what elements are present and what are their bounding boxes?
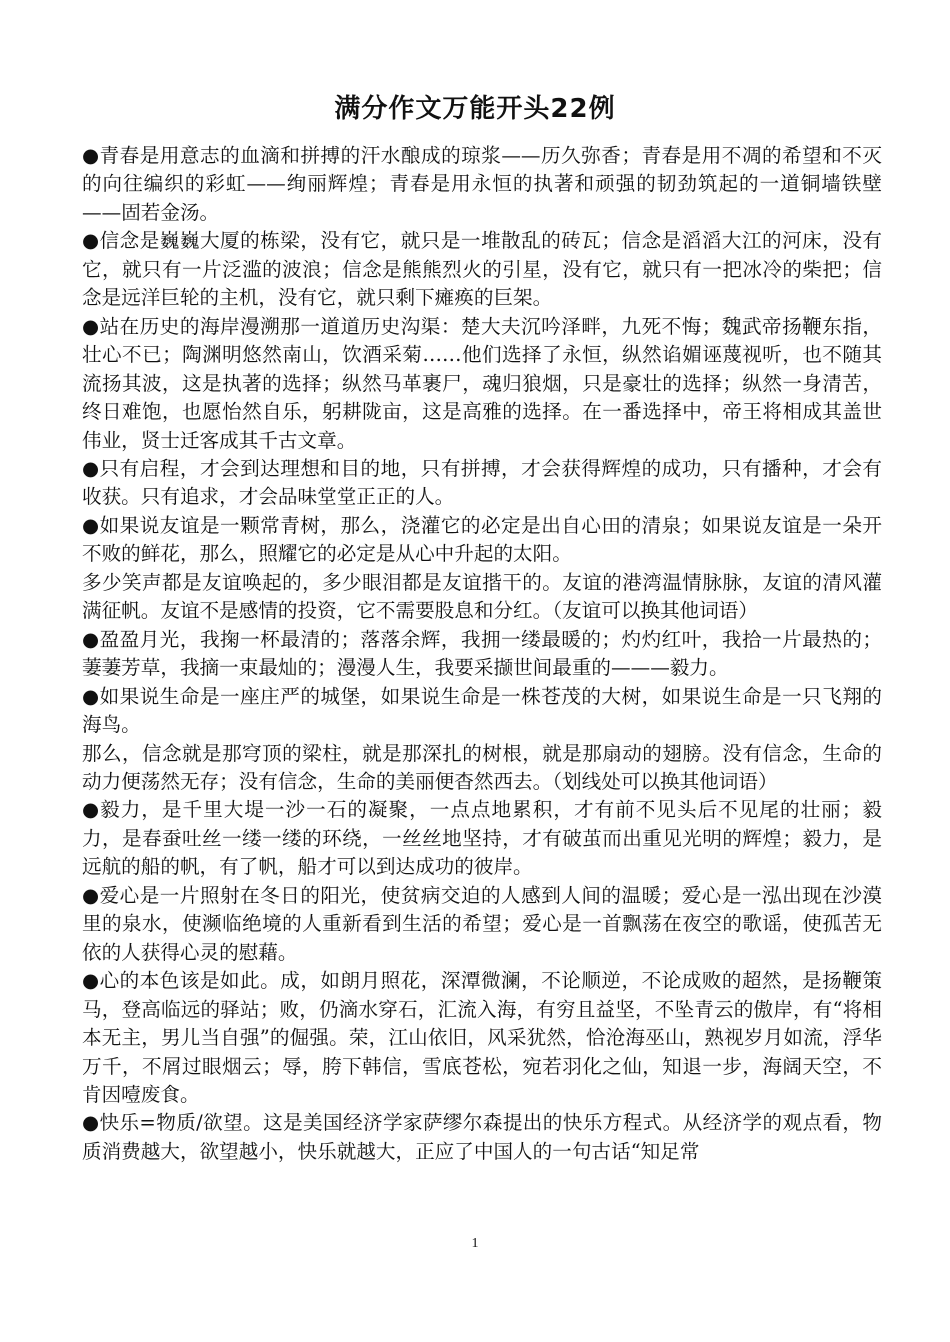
- paragraph: ●信念是巍巍大厦的栋梁，没有它，就只是一堆散乱的砖瓦；信念是滔滔大江的河床，没有它，就只有一片泛滥的波浪；信念是熊熊烈火的引星，没有它，就只有一把冰冷的柴把；信念是远洋巨轮的主机，没有它，就只剩下瘫痪的巨架。: [82, 229, 882, 310]
- paragraph: ●青春是用意志的血滴和拼搏的汗水酿成的琼浆——历久弥香；青春是用不凋的希望和不灭的向往编织的彩虹——绚丽辉煌；青春是用永恒的执著和顽强的韧劲筑起的一道铜墙铁壁——固若金汤。: [82, 144, 882, 224]
- paragraph: ●盈盈月光，我掬一杯最清的；落落余辉，我拥一缕最暖的；灼灼红叶，我拾一片最热的；萋萋芳草，我摘一束最灿的；漫漫人生，我要采撷世间最重的———毅力。: [82, 627, 882, 680]
- paragraph: ●心的本色该是如此。成，如朗月照花，深潭微澜，不论顺逆，不论成败的超然，是扬鞭策马，登高临远的驿站；败，仍滴水穿石，汇流入海，有穷且益坚，不坠青云的傲岸，有“将相本无主，男儿当自强”的倔强。荣，江山依旧，风采犹然，恰沧海巫山，熟视岁月如流，浮华万千，不屑过眼烟云；辱，胯下韩信，雪底苍松，宛若羽化之仙，知退一步，海阔天空，不肯因噎废食。: [82, 969, 882, 1106]
- paragraph: 多少笑声都是友谊唤起的，多少眼泪都是友谊揩干的。友谊的港湾温情脉脉，友谊的清风灌满征帆。友谊不是感情的投资，它不需要股息和分红。（友谊可以换其他词语）: [82, 570, 882, 623]
- paragraph: ●如果说友谊是一颗常青树，那么，浇灌它的必定是出自心田的清泉；如果说友谊是一朵开不败的鲜花，那么，照耀它的必定是从心中升起的太阳。: [82, 513, 882, 566]
- paragraph: ●快乐=物质/欲望。这是美国经济学家萨缪尔森提出的快乐方程式。从经济学的观点看，物质消费越大，欲望越小，快乐就越大，正应了中国人的一句古话“知足常: [82, 1111, 882, 1163]
- page-number: 1: [471, 1236, 479, 1251]
- paragraph: ●如果说生命是一座庄严的城堡，如果说生命是一株苍茂的大树，如果说生命是一只飞翔的海鸟。: [82, 684, 882, 737]
- paragraph: ●站在历史的海岸漫溯那一道道历史沟渠：楚大夫沉吟泽畔，九死不悔；魏武帝扬鞭东指，壮心不已；陶渊明悠然南山，饮酒采菊……他们选择了永恒，纵然谄媚诬蔑视听，也不随其流扬其波，这是执著的选择；纵然马革裹尸，魂归狼烟，只是豪壮的选择；纵然一身清苦，终日难饱，也愿怡然自乐，躬耕陇亩，这是高雅的选择。在一番选择中，帝王将相成其盖世伟业，贤士迁客成其千古文章。: [82, 314, 882, 452]
- paragraph: ●毅力，是千里大堤一沙一石的凝聚，一点点地累积，才有前不见头后不见尾的壮丽；毅力，是春蚕吐丝一缕一缕的环绕，一丝丝地坚持，才有破茧而出重见光明的辉煌；毅力，是远航的船的帆，有了帆，船才可以到达成功的彼岸。: [82, 798, 882, 879]
- paragraph: 那么，信念就是那穹顶的梁柱，就是那深扎的树根，就是那扇动的翅膀。没有信念，生命的动力便荡然无存；没有信念，生命的美丽便杳然西去。（划线处可以换其他词语）: [82, 741, 882, 793]
- paragraph: ●爱心是一片照射在冬日的阳光，使贫病交迫的人感到人间的温暖；爱心是一泓出现在沙漠里的泉水，使濒临绝境的人重新看到生活的希望；爱心是一首飘荡在夜空的歌谣，使孤苦无依的人获得心灵的慰藉。: [82, 883, 882, 964]
- document-body: [82, 142, 882, 1166]
- paragraph: ●只有启程，才会到达理想和目的地，只有拼搏，才会获得辉煌的成功，只有播种，才会有收获。只有追求，才会品味堂堂正正的人。: [82, 456, 882, 509]
- document-title: 满分作文万能开头22例: [334, 94, 616, 124]
